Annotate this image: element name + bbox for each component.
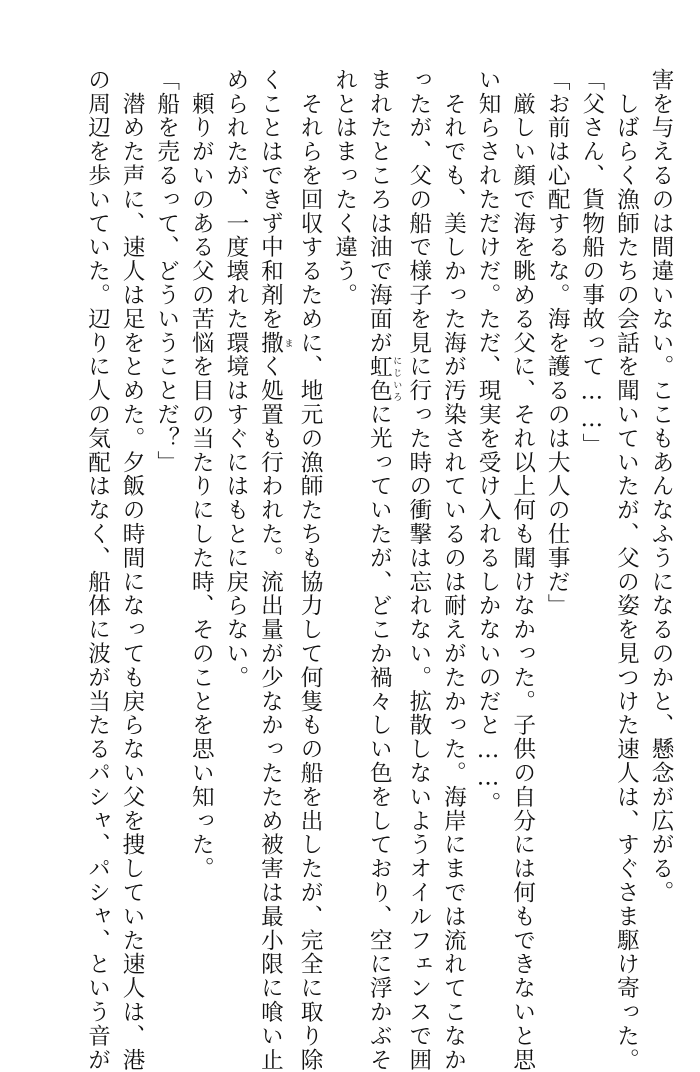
text-line: い知らされただけだ。ただ、現実を受け入れるしかないのだと……。 bbox=[475, 68, 502, 816]
text-line: 潜めた声に、速人は足をとめた。夕飯の時間になっても戻らない父を捜していた速人は、港 bbox=[119, 68, 146, 1072]
text-line: 「お前は心配するな。海を護るのは大人の仕事だ」 bbox=[544, 68, 571, 618]
ruby-base: 撒 bbox=[257, 330, 284, 355]
text-line: 厳しい顔で海を眺める父に、それ以上何も聞けなかった。子供の自分には何もできないと思 bbox=[509, 68, 536, 1072]
text-line: それらを回収するために、地元の漁師たちも協力して何隻もの船を出したが、完全に取り除 bbox=[297, 68, 324, 1072]
ruby-annotation bbox=[366, 354, 402, 403]
ruby-base: 虹色 bbox=[366, 354, 393, 403]
ruby-reading: にじいろ bbox=[391, 354, 402, 403]
ruby-annotation bbox=[257, 330, 293, 355]
text-line: 「船を売るって、どういうことだ？」 bbox=[153, 68, 180, 475]
text-line: められたが、一度壊れた環境はすぐにはもとに戻らない。 bbox=[222, 68, 249, 690]
text-line: の周辺を歩いていた。辺りに人の気配はなく、船体に波が当たるパシャ、パシャ、という音が bbox=[84, 68, 111, 1072]
text-fragment: くことはできず中和剤を bbox=[257, 68, 284, 331]
text-fragment: に光っていたが、どこか禍々しい色をしており、空に浮かぶそ bbox=[366, 402, 393, 1072]
text-line: しばらく漁師たちの会話を聞いていたが、父の姿を見つけた速人は、すぐさま駆け寄った。 bbox=[613, 68, 640, 1072]
text-line: ったが、父の船で様子を見に行った時の衝撃は忘れない。拡散しないようオイルフェンスで囲 bbox=[405, 68, 432, 1072]
text-line: 「父さん、貨物船の事故って……」 bbox=[578, 68, 605, 458]
text-line: 頼りがいのある父の苦悩を目の当たりにした時、そのことを思い知った。 bbox=[188, 68, 215, 881]
text-line-with-ruby bbox=[253, 68, 293, 1072]
ruby-reading: ま bbox=[282, 330, 293, 355]
text-line: 害を与えるのは間違いない。ここもあんなふうになるのかと、懸念が広がる。 bbox=[648, 68, 674, 905]
text-line: れとはまったく違う。 bbox=[331, 68, 358, 307]
text-line: それでも、美しかった海が汚染されているのは耐えがたかった。海岸にまでは流れてこなか bbox=[440, 68, 467, 1072]
text-fragment: く処置も行われた。流出量が少なかったため被害は最小限に喰い止 bbox=[257, 354, 284, 1072]
text-line-with-ruby bbox=[362, 68, 402, 1072]
vertical-text-body bbox=[38, 68, 678, 1072]
text-fragment: まれたところは油で海面が bbox=[366, 68, 393, 355]
